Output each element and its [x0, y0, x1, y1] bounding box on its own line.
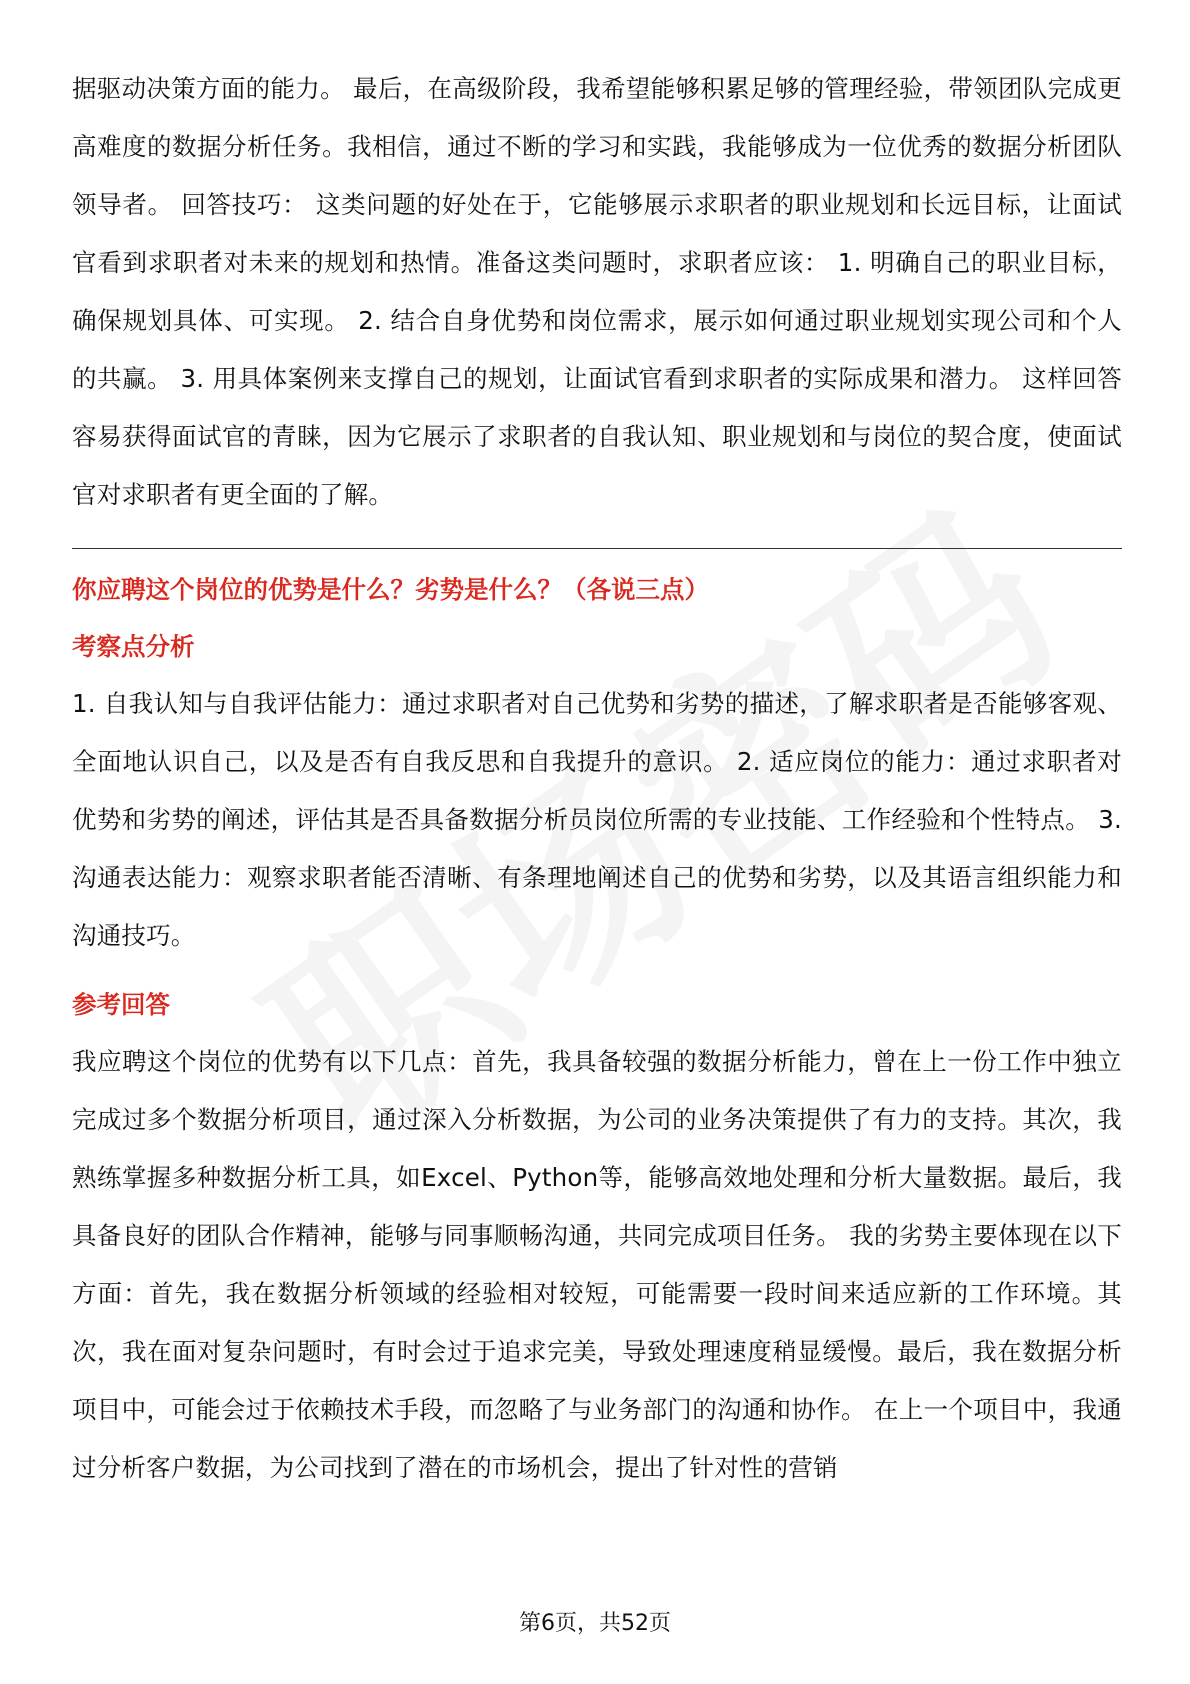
answer-paragraph: 我应聘这个岗位的优势有以下几点：首先，我具备较强的数据分析能力，曾在上一份工作中独立完成过多个数据分析项目，通过深入分析数据，为公司的业务决策提供了有力的支持。其次，我熟练掌握多种数据分析工具，如Excel、Python等，能够高效地处理和分析大量数据。最后，我具备良好的团队合作精神，能够与同事顺畅沟通，共同完成项目任务。 我的劣势主要体现在以下方面：首先，我在数据分析领域的经验相对较短，可能需要一段时间来适应新的工作环境。其次，我在面对复杂问题时，有时会过于追求完美，导致处理速度稍显缓慢。最后，我在数据分析项目中，可能会过于依赖技术手段，而忽略了与业务部门的沟通和协作。 在上一个项目中，我通过分析客户数据，为公司找到了潜在的市场机会，提出了针对性的营销	[72, 1047, 1122, 1482]
section-divider	[72, 548, 1122, 549]
page-content	[72, 60, 1122, 1497]
answer-heading: 参考回答	[72, 990, 170, 1019]
intro-paragraph: 据驱动决策方面的能力。 最后，在高级阶段，我希望能够积累足够的管理经验，带领团队完成更高难度的数据分析任务。我相信，通过不断的学习和实践，我能够成为一位优秀的数据分析团队领导者。 回答技巧： 这类问题的好处在于，它能够展示求职者的职业规划和长远目标，让面试官看到求职者对未来的规划和热情。准备这类问题时，求职者应该： 1. 明确自己的职业目标，确保规划具体、可实现。 2. 结合自身优势和岗位需求，展示如何通过职业规划实现公司和个人的共赢。 3. 用具体案例来支撑自己的规划，让面试官看到求职者的实际成果和潜力。 这样回答容易获得面试官的青睐，因为它展示了求职者的自我认知、职业规划和与岗位的契合度，使面试官对求职者有更全面的了解。	[72, 74, 1122, 509]
question-title: 你应聘这个岗位的优势是什么？劣势是什么？（各说三点）	[72, 575, 709, 604]
analysis-heading: 考察点分析	[72, 632, 195, 661]
analysis-paragraph: 1. 自我认知与自我评估能力：通过求职者对自己优势和劣势的描述，了解求职者是否能够客观、全面地认识自己，以及是否有自我反思和自我提升的意识。 2. 适应岗位的能力：通过求职者对优势和劣势的阐述，评估其是否具备数据分析员岗位所需的专业技能、工作经验和个性特点。 3. 沟通表达能力：观察求职者能否清晰、有条理地阐述自己的优势和劣势，以及其语言组织能力和沟通技巧。	[72, 689, 1122, 950]
page-footer: 第6页，共52页	[519, 1611, 671, 1636]
